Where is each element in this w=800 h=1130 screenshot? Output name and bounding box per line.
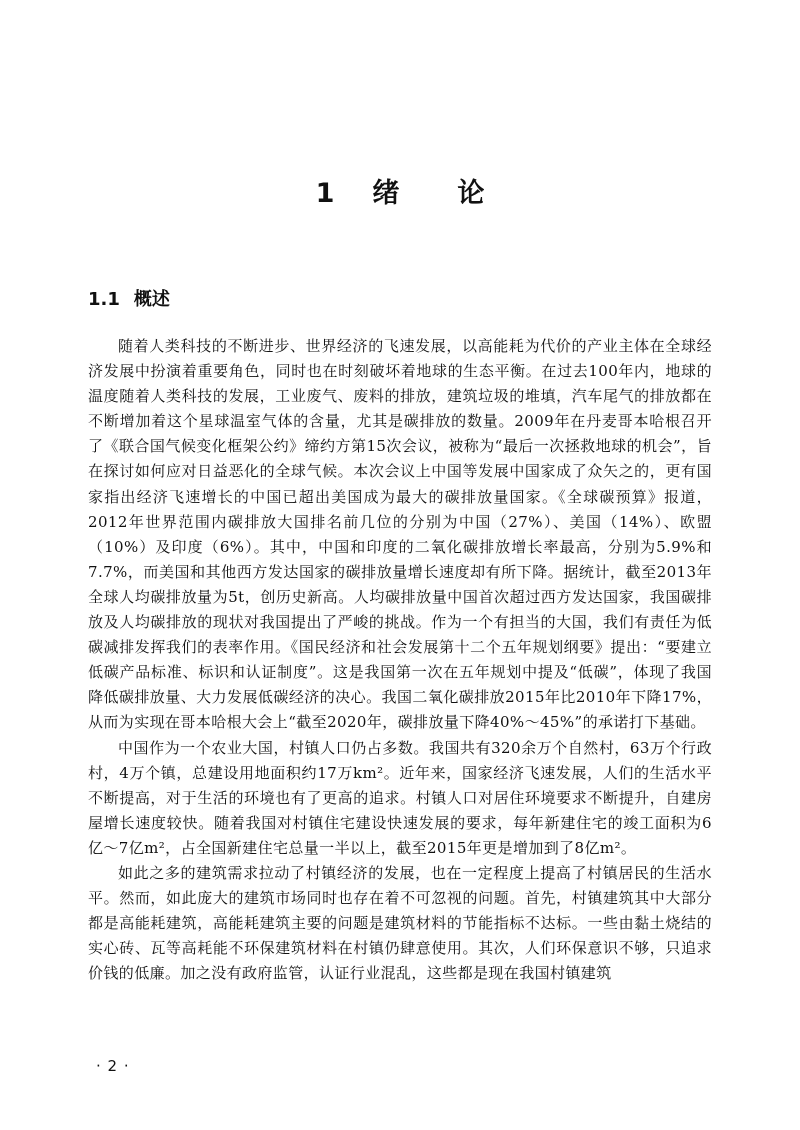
paragraph: 如此之多的建筑需求拉动了村镇经济的发展，也在一定程度上提高了村镇居民的生活水平。然而，如此庞大的建筑市场同时也存在着不可忽视的问题。首先，村镇建筑其中大部分都是高能耗建筑，高能耗建筑主要的问题是建筑材料的节能指标不达标。一些由黏土烧结的实心砖、瓦等高耗能不环保建筑材料在村镇仍肆意使用。其次，人们环保意识不够，只追求价钱的低廉。加之没有政府监管，认证行业混乱，这些都是现在我国村镇建筑 xyxy=(88,863,712,983)
chapter-title-char-1: 绪 xyxy=(372,178,400,209)
chapter-title xyxy=(0,176,800,212)
page-number: · 2 · xyxy=(96,1057,130,1075)
section-heading xyxy=(88,287,170,313)
chapter-title-char-2: 论 xyxy=(457,178,485,209)
body-text xyxy=(88,334,712,986)
paragraph: 随着人类科技的不断进步、世界经济的飞速发展，以高能耗为代价的产业主体在全球经济发展中扮演着重要角色，同时也在时刻破坏着地球的生态平衡。在过去100年内，地球的温度随着人类科技的发展，工业废气、废料的排放，建筑垃圾的堆填，汽车尾气的排放都在不断增加着这个星球温室气体的含量，尤其是碳排放的数量。2009年在丹麦哥本哈根召开了《联合国气候变化框架公约》缔约方第15次会议，被称为“最后一次拯救地球的机会”，旨在探讨如何应对日益恶化的全球气候。本次会议上中国等发展中国家成了众矢之的，更有国家指出经济飞速增长的中国已超出美国成为最大的碳排放量国家。《全球碳预算》报道，2012年世界范围内碳排放大国排名前几位的分别为中国（27%）、美国（14%）、欧盟（10%）及印度（6%）。其中，中国和印度的二氧化碳排放增长率最高，分别为5.9%和7.7%，而美国和其他西方发达国家的碳排放量增长速度却有所下降。据统计，截至2013年全球人均碳排放量为5t，创历史新高。人均碳排放量中国首次超过西方发达国家，我国碳排放及人均碳排放的现状对我国提出了严峻的挑战。作为一个有担当的大国，我们有责任为低碳减排发挥我们的表率作用。《国民经济和社会发展第十二个五年规划纲要》提出：“要建立低碳产品标准、标识和认证制度”。这是我国第一次在五年规划中提及“低碳”，体现了我国降低碳排放量、大力发展低碳经济的决心。我国二氧化碳排放2015年比2010年下降17%，从而为实现在哥本哈根大会上“截至2020年，碳排放量下降40%～45%”的承诺打下基础。 xyxy=(88,337,712,732)
section-number: 1.1 xyxy=(88,289,120,310)
chapter-number: 1 xyxy=(315,178,335,209)
paragraph: 中国作为一个农业大国，村镇人口仍占多数。我国共有320余万个自然村，63万个行政村，4万个镇，总建设用地面积约17万km²。近年来，国家经济飞速发展，人们的生活水平不断提高，对于生活的环境也有了更高的追求。村镇人口对居住环境要求不断提升，自建房屋增长速度较快。随着我国对村镇住宅建设快速发展的要求，每年新建住宅的竣工面积为6亿～7亿m²，占全国新建住宅总量一半以上，截至2015年更是增加到了8亿m²。 xyxy=(88,738,712,857)
section-title: 概述 xyxy=(133,289,170,310)
